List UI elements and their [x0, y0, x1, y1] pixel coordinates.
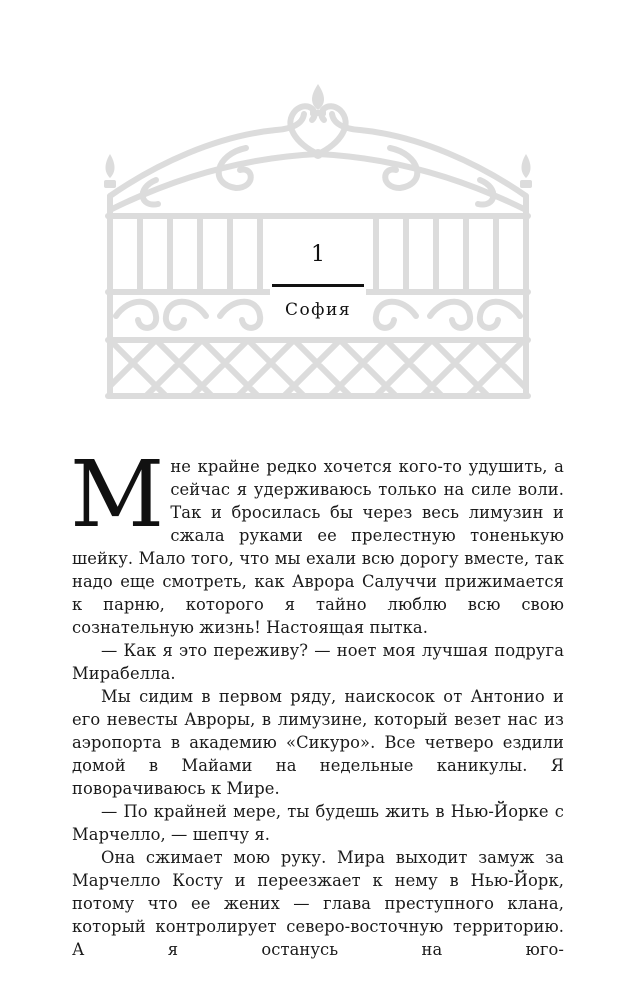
- paragraph-3: Мы сидим в первом ряду, наискосок от Антонио и его невесты Авроры, в лимузине, который везет нас из аэропорта в академию «Сикуро». Все четверо ездили домой в Майами на недельные каникулы. Я поворачиваюсь к Мире.: [72, 687, 564, 798]
- paragraph-4: — По крайней мере, ты будешь жить в Нью-Йорке с Марчелло, — шепчу я.: [72, 802, 564, 844]
- chapter-divider: [272, 284, 364, 287]
- paragraph-5: Она сжимает мою руку. Мира выходит замуж за Марчелло Косту и переезжает к нему в Нью-Йорк, потому что ее жених — глава преступного клана, который контролирует северо-восточную территорию. А я останусь на юго-: [72, 848, 564, 959]
- chapter-text: [70, 441, 564, 961]
- chapter-number: 1: [311, 242, 325, 267]
- gate-lattice: [110, 340, 526, 396]
- paragraph-1-text: не крайне редко хочется кого-то удушить, а сейчас я удерживаюсь только на силе воли. Так и бросилась бы через весь лимузин и сжала руками ее прелестную тоненькую шейку. Мало того, что мы ехали всю дорогу вместе, так надо еще смотреть, как Аврора Салуччи прижимается к парню, которого я тайно люблю всю свою сознательную жизнь! Настоящая пытка.: [72, 457, 564, 637]
- finial-left-icon: [106, 154, 115, 178]
- finial-right-icon: [522, 154, 531, 178]
- drop-cap: М: [70, 441, 165, 548]
- paragraph-2: — Как я это переживу? — ноет моя лучшая подруга Мирабелла.: [72, 641, 564, 683]
- finial-center-icon: [312, 84, 324, 110]
- chapter-title: София: [284, 300, 352, 320]
- paragraph-1: [70, 441, 564, 639]
